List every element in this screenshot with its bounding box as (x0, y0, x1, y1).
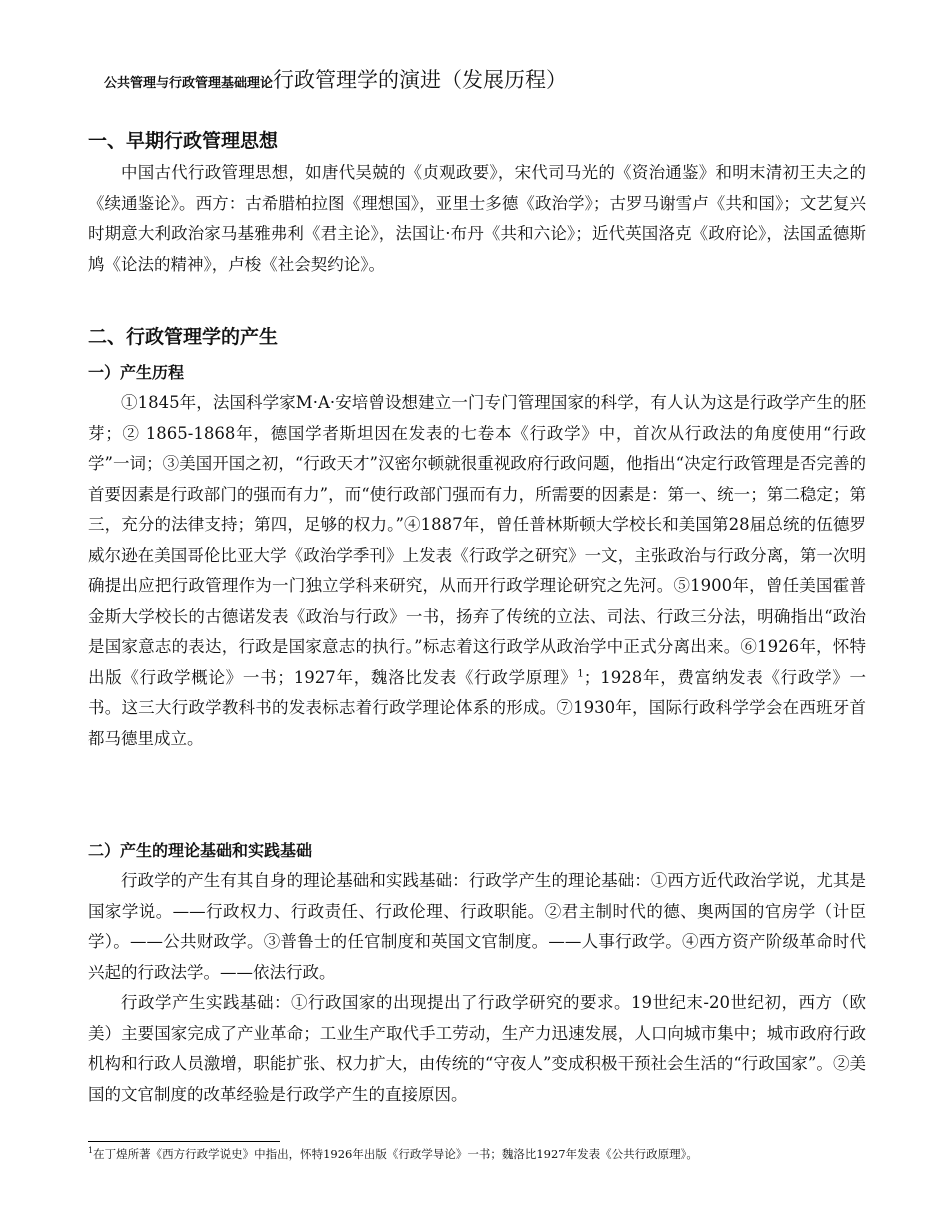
section-1-heading: 一、早期行政管理思想 (88, 130, 279, 152)
footnote (88, 1146, 888, 1162)
subsection-1-text-b: ；1928年，费富纳发表《行政学》一书。这三大行政学教科书的发表标志着行政学理论体系的形成。⑦1930年，国际行政科学学会在西班牙首都马德里成立。 (88, 667, 866, 748)
subsection-1-paragraph (88, 388, 866, 754)
footnote-divider (88, 1141, 280, 1142)
footnote-mark: 1 (88, 1146, 94, 1156)
footnote-text: 在丁煌所著《西方行政学说史》中指出，怀特1926年出版《行政学导论》一书；魏洛比1927年发表《公共行政原理》。 (93, 1147, 698, 1161)
section-1-paragraph: 中国古代行政管理思想，如唐代吴兢的《贞观政要》，宋代司马光的《资治通鉴》和明末清初王夫之的《续通鉴论》。西方：古希腊柏拉图《理想国》，亚里士多德《政治学》；古罗马谢雪卢《共和国》；文艺复兴时期意大利政治家马基雅弗利《君主论》，法国让·布丹《共和六论》；近代英国洛克《政府论》，法国孟德斯鸠《论法的精神》，卢梭《社会契约论》。 (88, 163, 866, 274)
subsection-2-paragraph-2: 行政学产生实践基础：①行政国家的出现提出了行政学研究的要求。19世纪末-20世纪初，西方（欧美）主要国家完成了产业革命；工业生产取代手工劳动，生产力迅速发展，人口向城市集中；城市政府行政机构和行政人员激增，职能扩张、权力扩大，由传统的“守夜人”变成积极干预社会生活的“行政国家”。②美国的文官制度的改革经验是行政学产生的直接原因。 (88, 993, 866, 1104)
subsection-1-heading: 一）产生历程 (88, 363, 185, 382)
subsection-2-heading: 二）产生的理论基础和实践基础 (88, 841, 313, 860)
title-prefix: 公共管理与行政管理基础理论 (104, 76, 274, 91)
footnote-reference: 1 (577, 668, 584, 679)
title-main: 行政管理学的演进（发展历程） (273, 68, 568, 92)
subsection-1-text-a: ①1845年，法国科学家M·A·安培曾设想建立一门专门管理国家的科学，有人认为这是行政学产生的胚芽；② 1865-1868年，德国学者斯坦因在发表的七卷本《行政学》中，首次从行政法的角度使用“行政学”一词；③美国开国之初，“行政天才”汉密尔顿就很重视政府行政问题，他指出“决定行政管理是否完善的首要因素是行政部门的强而有力”，而“使行政部门强而有力，所需要的因素是：第一、统一；第二稳定；第三，充分的法律支持；第四，足够的权力。”④1887年，曾任普林斯顿大学校长和美国第28届总统的伍德罗威尔逊在美国哥伦比亚大学《政治学季刊》上发表《行政学之研究》一文，主张政治与行政分离，第一次明确提出应把行政管理作为一门独立学科来研究，从而开行政学理论研究之先河。⑤1900年，曾任美国霍普金斯大学校长的古德诺发表《政治与行政》一书，扬弃了传统的立法、司法、行政三分法，明确指出“政治是国家意志的表达，行政是国家意志的执行。”标志着这行政学从政治学中正式分离出来。⑥1926年，怀特出版《行政学概论》一书；1927年，魏洛比发表《行政学原理》 (88, 393, 866, 687)
section-2-heading: 二、行政管理学的产生 (88, 326, 279, 348)
document-title (104, 64, 567, 94)
subsection-2-paragraph-1: 行政学的产生有其自身的理论基础和实践基础：行政学产生的理论基础：①西方近代政治学说，尤其是国家学说。——行政权力、行政责任、行政伦理、行政职能。②君主制时代的德、奥两国的官房学（计臣学）。——公共财政学。③普鲁士的任官制度和英国文官制度。——人事行政学。④西方资产阶级革命时代兴起的行政法学。——依法行政。 (88, 871, 866, 982)
